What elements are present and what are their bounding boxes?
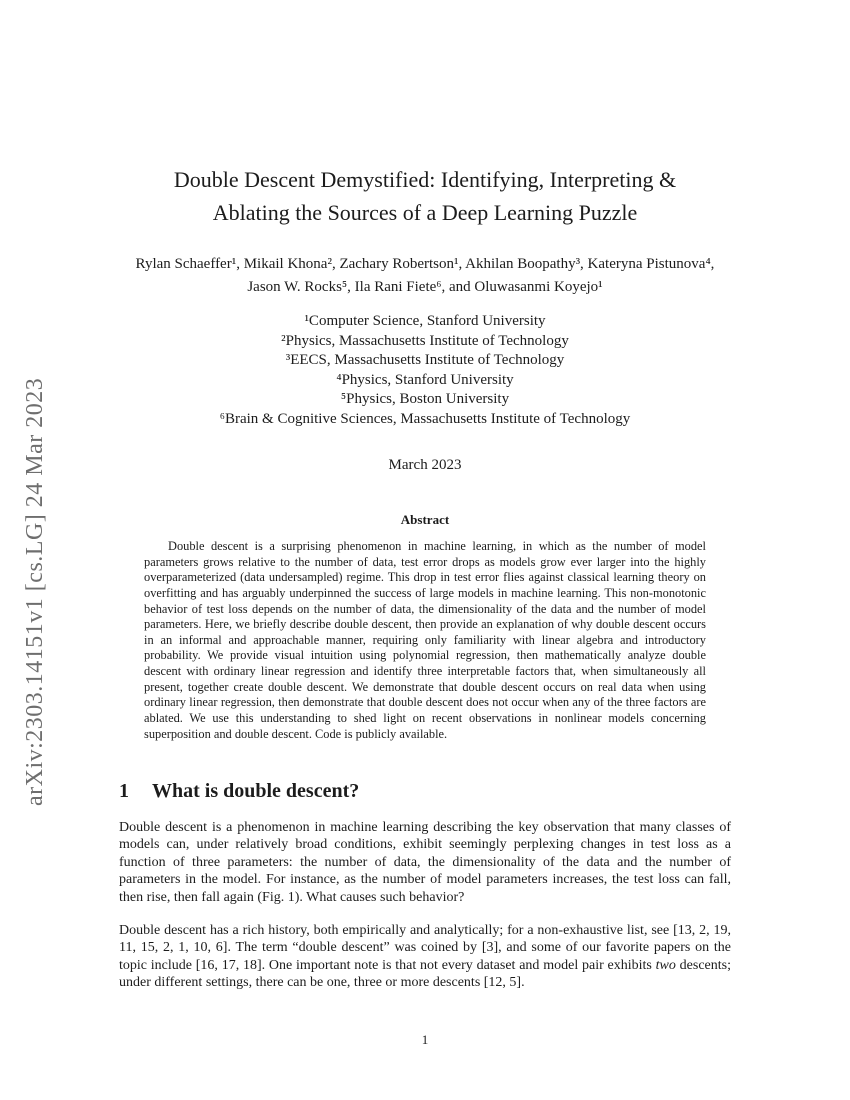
authors-line: Rylan Schaeffer¹, Mikail Khona², Zachary Robertson¹, Akhilan Boopathy³, Kateryna Pistunova⁴, Jason W. Rocks⁵, Ila Rani Fiete⁶, and Oluwasanmi Koyejo¹ [135,256,715,295]
affiliation-line: ¹Computer Science, Stanford University [304,313,546,329]
section-heading [119,780,731,803]
paragraph-segment-italic: two [655,957,676,973]
body-paragraph: Double descent is a phenomenon in machine learning describing the key observation that many classes of models can, under relatively broad conditions, exhibit seemingly perplexing changes in test loss as a function of three parameters: the number of data, the dimensionality of the data and the number of parameters in the model. For instance, as the number of model parameters increases, the test loss can fall, then rise, then fall again (Fig. 1). What causes such behavior? [119,820,731,905]
paragraph-segment: descents; under different settings, there can be one, three or more descents [12, 5]. [119,957,731,990]
affiliations-block [119,312,731,429]
page-number: 1 [421,1032,429,1047]
affiliation-line: ²Physics, Massachusetts Institute of Technology [281,332,569,349]
abstract-text: Double descent is a surprising phenomenon in machine learning, in which as the number of model parameters grows relative to the number of data, test error drops as models grow ever larger into the highly overparameterized (data undersampled) regime. This drop in test error flies against classical learning theory on overfitting and has arguably underpinned the success of large models in machine learning. This non-monotonic behavior of test loss depends on the number of data, the dimensionality of the data and the number of model parameters. Here, we briefly describe double descent, then provide an explanation of why double descent occurs in an informal and approachable manner, requiring only familiarity with linear algebra and introductory probability. We provide visual intuition using polynomial regression, then mathematically analyze double descent with ordinary linear regression and identify three interpretable factors that, when simultaneously all present, together create double descent. We demonstrate that double descent occurs on real data when using ordinary linear regression, then demonstrate that double descent does not occur when any of the three factors are ablated. We use this understanding to shed light on recent observations in nonlinear models concerning superposition and double descent. Code is publicly available. [144,539,706,741]
affiliation-line: ³EECS, Massachusetts Institute of Technology [285,352,565,368]
affiliation-line: ⁴Physics, Stanford University [336,371,514,388]
abstract-heading: Abstract [400,512,450,527]
paragraph-segment: Double descent has a rich history, both empirically and analytically; for a non-exhaustive list, see [13, 2, 19, 11, 15, 2, 1, 10, 6]. The term “double descent” was coined by [3], and some of our favorite papers on the topic include [16, 17, 18]. One important note is that not every dataset and model pair exhibits [119,922,731,973]
publication-date: March 2023 [388,457,462,473]
section-title: What is double descent? [152,780,360,803]
affiliation-line: ⁵Physics, Boston University [340,391,510,407]
affiliation-line: ⁶Brain & Cognitive Sciences, Massachusetts Institute of Technology [219,410,631,427]
body-paragraph [119,922,731,991]
section-number: 1 [119,780,129,803]
paper-title: Double Descent Demystified: Identifying, Interpreting & Ablating the Sources of a Deep Learning Puzzle [173,167,677,225]
arxiv-watermark: arXiv:2303.14151v1 [cs.LG] 24 Mar 2023 [22,377,48,806]
